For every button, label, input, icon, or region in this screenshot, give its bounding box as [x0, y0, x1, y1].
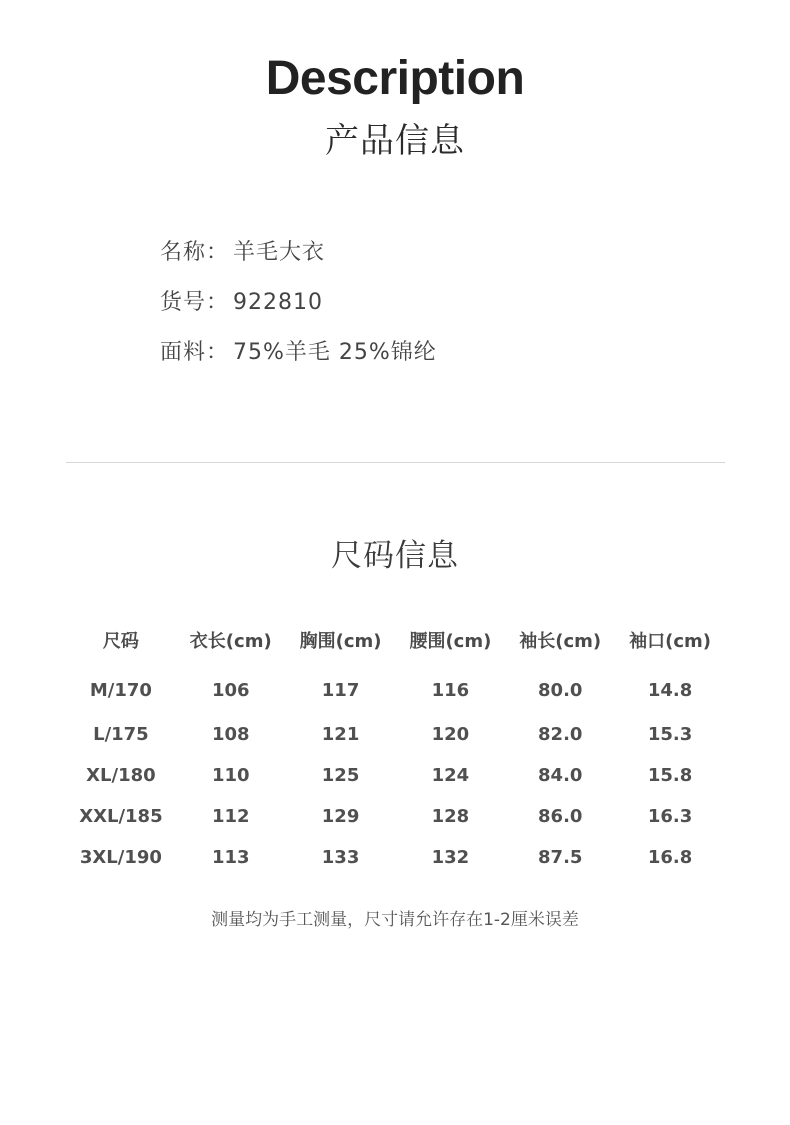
column-header-size: 尺码	[102, 631, 139, 652]
column-header-length: 衣长(cm)	[189, 631, 272, 652]
table-cell: 86.0	[538, 806, 583, 827]
table-cell: 108	[211, 724, 250, 745]
column-header-waist: 腰围(cm)	[409, 631, 492, 652]
section-divider	[66, 462, 725, 463]
table-cell: 112	[211, 806, 250, 827]
table-cell: 106	[211, 679, 250, 701]
table-cell: 121	[321, 724, 360, 745]
product-sku-row	[160, 286, 660, 336]
column-header-sleeve: 袖长(cm)	[519, 631, 602, 652]
table-row	[66, 755, 725, 796]
table-row	[66, 714, 725, 755]
measurement-note: 测量均为手工测量，尺寸请允许存在1-2厘米误差	[211, 910, 579, 930]
table-cell: 14.8	[647, 679, 693, 701]
table-cell: 125	[321, 765, 360, 786]
product-fabric-value: 75%羊毛 25%锦纶	[233, 340, 437, 365]
table-cell: 113	[211, 847, 250, 868]
product-fabric-row	[160, 336, 660, 386]
table-cell: 87.5	[538, 847, 583, 868]
table-cell: M/170	[89, 679, 152, 701]
table-cell: 132	[431, 847, 470, 868]
table-cell: 133	[321, 847, 360, 868]
table-cell: 15.8	[647, 765, 693, 786]
table-cell: 124	[431, 765, 470, 786]
table-cell: 110	[211, 765, 250, 786]
product-sku-value: 922810	[233, 290, 323, 315]
table-cell: 16.3	[647, 806, 693, 827]
product-fabric-label: 面料：	[160, 340, 230, 365]
product-sku-label: 货号：	[160, 290, 230, 315]
table-cell: 117	[321, 679, 360, 701]
page-title: Description	[265, 52, 525, 105]
table-cell: L/175	[93, 724, 149, 745]
table-cell: XL/180	[86, 765, 156, 786]
size-section-title: 尺码信息	[331, 538, 459, 574]
table-header-row	[66, 618, 725, 662]
table-cell: 16.8	[647, 847, 693, 868]
table-cell: 116	[431, 679, 470, 701]
table-cell: 128	[431, 806, 470, 827]
table-cell: 129	[321, 806, 360, 827]
page-subtitle: 产品信息	[325, 121, 465, 161]
column-header-cuff: 袖口(cm)	[629, 631, 712, 652]
size-table	[66, 618, 725, 878]
column-header-chest: 胸围(cm)	[299, 631, 382, 652]
table-cell: 120	[431, 724, 470, 745]
table-cell: 82.0	[538, 724, 583, 745]
table-row	[66, 662, 725, 714]
product-name-value: 羊毛大衣	[233, 240, 326, 265]
table-cell: 84.0	[538, 765, 583, 786]
table-row	[66, 796, 725, 837]
table-cell: 3XL/190	[79, 847, 162, 868]
product-info	[160, 236, 660, 386]
table-cell: 15.3	[647, 724, 693, 745]
table-cell: 80.0	[538, 679, 583, 701]
product-name-row	[160, 236, 660, 286]
product-name-label: 名称：	[160, 240, 230, 265]
table-row	[66, 837, 725, 878]
table-cell: XXL/185	[79, 806, 163, 827]
